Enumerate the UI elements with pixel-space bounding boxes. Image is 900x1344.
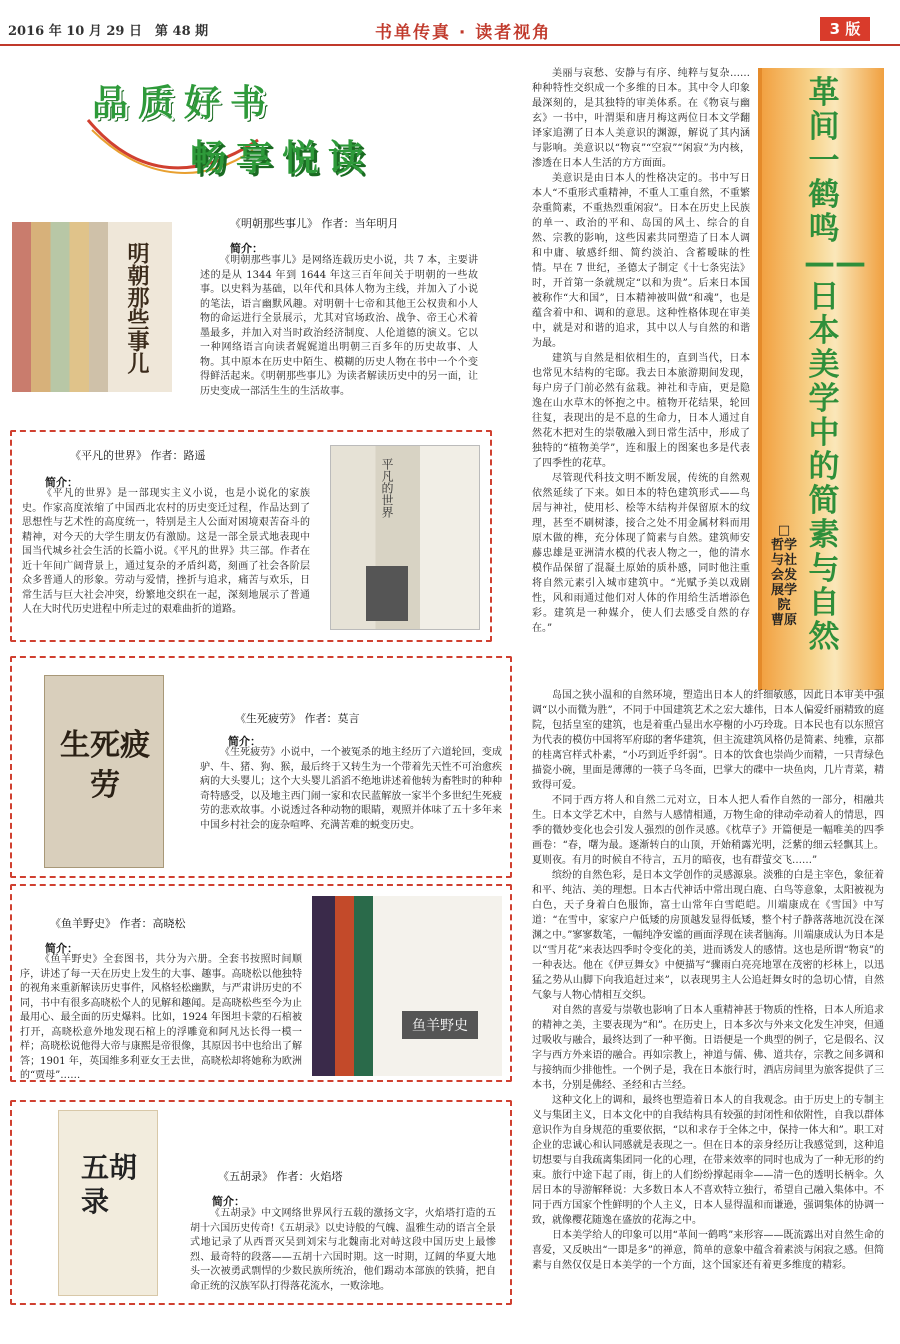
intro-label: 简介： — [230, 242, 263, 255]
cover-title: 鱼羊野史 — [402, 1011, 478, 1039]
section-title: 书单传真 · 读者视角 — [375, 23, 552, 43]
book-desc-shengsi: 《生死疲劳》小说中，一个被冤杀的地主经历了六道轮回，变成驴、牛、猪、狗、猴，最后终于又转生为一个带着先天性不可治愈疾病的大头婴儿；这个大头婴儿滔滔不绝地讲述着他转为畜牲时的种种奇特感受，以及地主西门闹一家和农民蓝解放一家半个多世纪生死疲劳的悲欢故事。小说透过各种动物的眼睛，观照并体味了五十多年来中国乡村社会的庞杂喧哗、充满苦难的蜕变历史。 — [200, 747, 502, 831]
book-title-pingfan: 《平凡的世界》 作者：路遥 — [70, 449, 206, 462]
article-paragraph: 建筑与自然是相依相生的，直到当代，日本也常见木结构的宅邸。我去日本旅游期间发现，每户房子门前必然有盆栽。神社和寺庙，更是隐逸在山水草木的怀抱之中。植物开花结果，轮回往复，表现出的是不息的生命力，日本人通过自然花木把对生的崇敬融入到日常生活中，形成了独特的“植物美学”，连和服上的图案也多是代表了四季性的花草。 — [532, 353, 750, 469]
book-cover-wuhu — [58, 1110, 158, 1296]
book-desc-mingchao: 《明朝那些事儿》是网络连载历史小说，共 7 本，主要讲述的是从 1344 年到 1644 年这三百年间关于明朝的一些故事。以史料为基础，以年代和具体人物为主线，并加入了小说的笔法，语言幽默风趣。对明朝十七帝和其他王公权贵和小人物的命运进行全景展示，尤其对官场政治、战争、帝王心术着墨最多，并加入对当时政治经济制度、人伦道德的演义。它以一种网络语言向读者娓娓道出明朝三百多年的历史故事、人物。其中原本在历史中陌生、模糊的历史人物在书中一个个变得鲜活起来。《明朝那些事儿》为读者解读历史中的另一面，让历史变成一部活生生的生活故事。 — [200, 255, 478, 397]
article-column — [532, 66, 750, 636]
header-rule — [0, 44, 900, 46]
book-desc-pingfan: 《平凡的世界》是一部现实主义小说，也是小说化的家族史。作家高度浓缩了中国西北农村的历史变迁过程，作品达到了思想性与艺术性的高度统一，特别是主人公面对困境艰苦奋斗的精神，对今天的大学生朋友仍有激励。这是一部全景式地表现中国当代城乡社会生活的长篇小说。《平凡的世界》共三部。作者在近十年间广阔背景上，通过复杂的矛盾纠葛，刻画了社会各阶层众多普通人的形象。劳动与爱情，挫折与追求，痛苦与欢乐，日常生活与巨大社会冲突，纷繁地交织在一起，深刻地展示了普通人在大时代历史进程中所走过的艰难曲折的道路。 — [22, 488, 310, 615]
book-title-shengsi: 《生死疲劳》 作者：莫言 — [235, 712, 360, 725]
headline-line-1: 品质好书 — [92, 83, 277, 124]
page-header — [0, 0, 900, 46]
author-photo — [366, 566, 408, 621]
page-number-badge: 3 版 — [820, 17, 870, 41]
book-cover-pingfan — [330, 445, 480, 630]
cover-title: 平凡的世界 — [380, 458, 394, 518]
book-cover-yuyang — [312, 896, 502, 1076]
article-title: 革间一鹤鸣——日本美学中的简素与自然 — [804, 75, 866, 655]
book-cover-shengsi — [44, 675, 164, 868]
article-wide-section — [532, 688, 884, 1273]
article-paragraph: 这种文化上的调和，最终也塑造着日本人的自我观念。由于历史上的专制主义与集团主义，日本文化中的自我结构具有较强的封闭性和依附性，自我以群体意识作为自身规范的重要依据，“以和求存于全体之中，保持一体大和”。职工对企业的忠诚心和认同感就是表现之一。但在日本的亲身经历让我感觉到，这种追切想要与自我疏离集团同一化的心理，在带来效率的同时也成为了一种无形的约束。旅行中途下起了雨，街上的人们纷纷撑起雨伞——清一色的透明长柄伞。久居日本的导游解释说：大多数日本人不喜欢特立独行，希望自己融入集体中。不同于西方国家个性鲜明的个人主义，日本人显得温和而谦逊，强调集体的协调一致，就像樱花随逸在盛放的花海之中。 — [532, 1095, 884, 1226]
cover-title: 明朝那些事儿 — [124, 242, 150, 374]
article-paragraph: 缤纷的自然色彩，是日本文学创作的灵感源泉。淡雅的白是主宰色，象征着和平、纯洁、美的理想。日本古代神话中常出现白鹿、白鸟等意象，太阳被视为白色，天子身着白色服饰，富士山常年白雪皑皑。川端康成在《雪国》中写道：“在雪中，家家户户低矮的房顶越发显得低矮，整个村子静落落地沉没在深渊之中。”寥寥数笔，一幅纯净安谧的画面浮现在读者脑海。川端康成认为日本是以“雪月花”来表达四季时令变化的美，进而诱发人的感情。这也是所谓“物哀”的一种表达。他在《伊豆舞女》中便描写“骤雨白亮亮地罩在茂密的杉林上，以迅猛之势从山脚下向我追赶过来”，以表现男主人公追赶舞女时的急切心情，自然气象与人物心情相互交织。 — [532, 870, 884, 1001]
article-paragraph: 美意识是由日本人的性格决定的。书中写日本人“不重形式重精神，不重人工重自然，不重繁杂重简素，不重热烈重闲寂”。日本在历史上民族的单一、政治的平和、岛国的风土、综合的自然、宗教的影响，这些因素共同塑造了日本人调和中庸、敏感纤细、简约淡泊、含蓄暧昧的性情。早在 7 世纪，圣德太子制定《十七条宪法》时，开首第一条就规定“以和为贵”。后来日本国被称作“大和国”，日本精神被叫做“和魂”，也是蕴含着中和、调和的意思。这种性格体现在审美中，就是对和谐的追求，其中以人与自然的和谐为最。 — [532, 173, 750, 349]
cover-title: 五胡录 — [81, 1151, 138, 1218]
headline-line-2: 畅享悦读 — [190, 138, 375, 179]
intro-label: 简介： — [45, 942, 78, 955]
book-cover-mingchao — [12, 222, 172, 392]
intro-label: 简介： — [228, 735, 261, 748]
book-title-yuyang: 《鱼羊野史》 作者：高晓松 — [50, 917, 186, 930]
article-author: □ 哲学与社会发展学院 曹原 — [770, 523, 804, 628]
book-title-mingchao: 《明朝那些事儿》 作者：当年明月 — [230, 217, 399, 230]
book-title-wuhu: 《五胡录》 作者：火焰塔 — [218, 1170, 343, 1183]
intro-label: 简介： — [45, 476, 78, 489]
article-paragraph: 日本美学给人的印象可以用“革间一鹤鸣”来形容——既流露出对自然生命的喜爱，又反映出“一即是多”的禅意，简单的意象中蕴含着素淡与闲寂之感。但简素与自然仅仅是日本美学的一个方面，这个国家还有着更多维度的精彩。 — [532, 1230, 884, 1271]
issue-date: 2016 年 10 月 29 日 第 48 期 — [8, 24, 209, 39]
book-desc-yuyang: 《鱼羊野史》全套图书，共分为六册。全套书按照时间顺序，讲述了每一天在历史上发生的大事、趣事。高晓松以他独特的视角来重新解读历史事件，风格轻松幽默，与严肃讲历史的不同，书中有很多高晓松个人的见解和趣闻。是高晓松些至今为止最用心、最全面的历史爆料。比如，1924 年图坦卡蒙的石棺被打开，高晓松意外地发现石棺上的浮雕竟和阿凡达长得一模一样；高晓松说他得大帝与康熙是帝很像，其原因书中也给出了解答；1901 年，英国维多利亚女王去世，高晓松却将她称为欧洲的“贾母”…… — [20, 954, 302, 1081]
cover-title: 生死疲劳 — [60, 728, 150, 803]
book-desc-wuhu: 《五胡录》中文网络世界风行五载的激扬文字，火焰塔打造的五胡十六国历史传奇!《五胡录》以史诗般的气魄、温雅生动的语言全景式地记录了从西晋灭吴到刘宋与北魏南北对峙这段中国历史上最惨烈、最奇特的段落——五胡十六国时期。这一时期，辽阔的华夏大地头一次被勇武剽悍的少数民族所统治，他们踢动本部族的铁骑，把自命正统的汉族军队打得落花流水，一败涂地。 — [190, 1208, 496, 1292]
article-paragraph: 美丽与哀愁、安静与有序、纯粹与复杂……种种特性交织成一个多维的日本。其中令人印象最深刻的，是其独特的审美体系。在《物哀与幽玄》一书中，叶渭渠和唐月梅这两位日本文学翻译家追溯了日本人美意识的渊源，解说了其内涵与影响。美意识以“物哀”“空寂”“闲寂”为内核，渗透在日本人生活的方方面面。 — [532, 68, 750, 169]
article-paragraph: 不同于西方将人和自然二元对立，日本人把人看作自然的一部分，相融共生。日本文学艺术中，自然与人感情相通，万物生命的律动牵动着人的情思，四季的微妙变化也会引发人强烈的创作灵感。《枕草子》开篇便是一幅唯美的四季画卷：“春，曙为最。逐渐转白的山顶，开始稍露光明，泛紫的细云轻飘其上。夏则夜。有月的时候自不待言，五月的暗夜，也有群萤交飞……” — [532, 795, 884, 866]
intro-label: 简介： — [212, 1195, 245, 1208]
article-paragraph: 对自然的喜爱与崇敬也影响了日本人重精神甚于物质的性格，日本人所追求的精神之美，主要表现为“和”。在历史上，日本多次与外来文化发生冲突，但通过吸收与融合，最终达到了一种平衡。日语便是一个典型的例子，它是假名、汉字与西方外来语的融合。再如宗教上，神道与儒、佛、道共存，宗教之间多调和与接纳而少排他性。一个例子是，我在日本旅行时，酒店房间里为旅客提供了三本书，分别是佛经、圣经和古兰经。 — [532, 1005, 884, 1091]
article-title-banner — [758, 68, 884, 690]
article-paragraph: 尽管现代科技文明不断发展，传统的自然观依然延续了下来。如日本的特色建筑形式——鸟居与神社，使用杉、桧等木结构并保留原木的纹理，甚至不刷树漆，接合之处不用金属材料而用原木做的榫，充分体现了简素与自然。建筑师安藤忠雄是亚洲清水模的代表人物之一，他的清水模作品保留了混凝土原始的质朴感，同时他注重将自然元素引入城市建筑中。“光赋予美以戏剧性，风和雨通过他们对人体的作用给生活增添色彩。建筑是一种媒介，使人们去感受自然的存在。” — [532, 473, 750, 634]
article-paragraph: 岛国之狭小温和的自然环境，塑造出日本人的纤细敏感，因此日本审美中强调“以小而微为胜”，不同于中国建筑艺术之宏大雄伟，日本人偏爱纤丽精致的庭院，包括皇室的建筑，也是着重凸显出水亭榭的小巧玲珑。日本民也有以东照宫为代表的模仿中国将军府邸的奢华建筑，但主流建筑风格仍是简素、纯雅，京都的桂离宫样式朴素，“小巧到近乎纤弱”。日本的饮食也崇尚少而精，一只青绿色描瓷小碗，里面是薄薄的一筷子乌冬面，巴掌大的碟中一块鱼肉，几片青菜，精致得可爱。 — [532, 690, 884, 791]
